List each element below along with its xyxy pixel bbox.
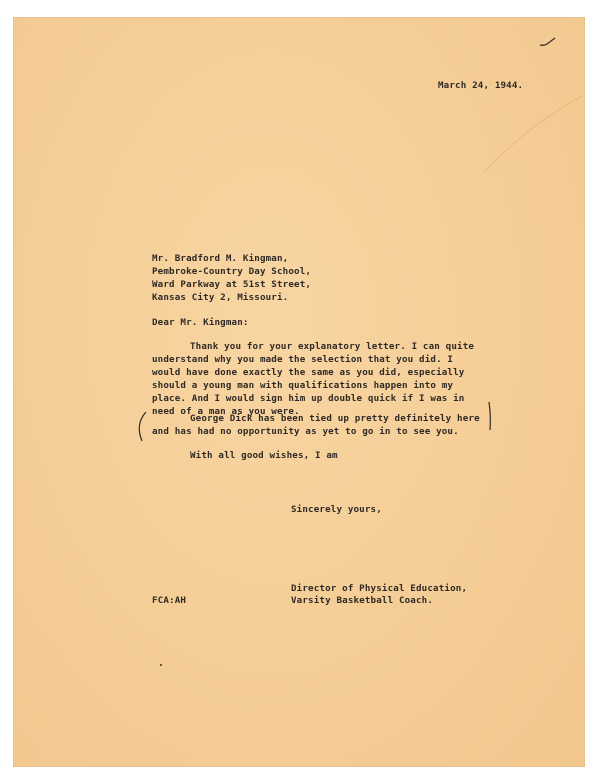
recipient-line: Ward Parkway at 51st Street, <box>152 279 312 290</box>
body-line: George Dick has been tied up pretty definitely here <box>190 413 480 424</box>
body-line: and has had no opportunity as yet to go in to see you. <box>152 426 459 437</box>
letter-date: March 24, 1944. <box>438 80 524 91</box>
closing-sentence: With all good wishes, I am <box>190 450 338 461</box>
letter-page <box>14 18 584 766</box>
pencil-check-mark <box>538 36 558 48</box>
body-line: understand why you made the selection that you did. I <box>152 354 454 365</box>
salutation: Dear Mr. Kingman: <box>152 317 249 328</box>
paper-speck <box>160 664 162 666</box>
body-line: need of a man as you were. <box>152 406 300 417</box>
paper-crease <box>484 88 584 178</box>
signature-title: Director of Physical Education, <box>291 583 468 594</box>
recipient-line: Mr. Bradford M. Kingman, <box>152 253 289 264</box>
complimentary-close: Sincerely yours, <box>291 504 382 515</box>
signature-title: Varsity Basketball Coach. <box>291 595 434 606</box>
recipient-line: Pembroke-Country Day School, <box>152 266 312 277</box>
reference-initials: FCA:AH <box>152 595 187 606</box>
body-line: Thank you for your explanatory letter. I can quite <box>190 341 475 352</box>
body-line: place. And I would sign him up double quick if I was in <box>152 393 465 404</box>
recipient-line: Kansas City 2, Missouri. <box>152 292 289 303</box>
body-line: would have done exactly the same as you did, especially <box>152 367 465 378</box>
pencil-bracket-left <box>132 410 150 444</box>
body-line: should a young man with qualifications happen into my <box>152 380 454 391</box>
pencil-bracket-right <box>485 400 495 432</box>
